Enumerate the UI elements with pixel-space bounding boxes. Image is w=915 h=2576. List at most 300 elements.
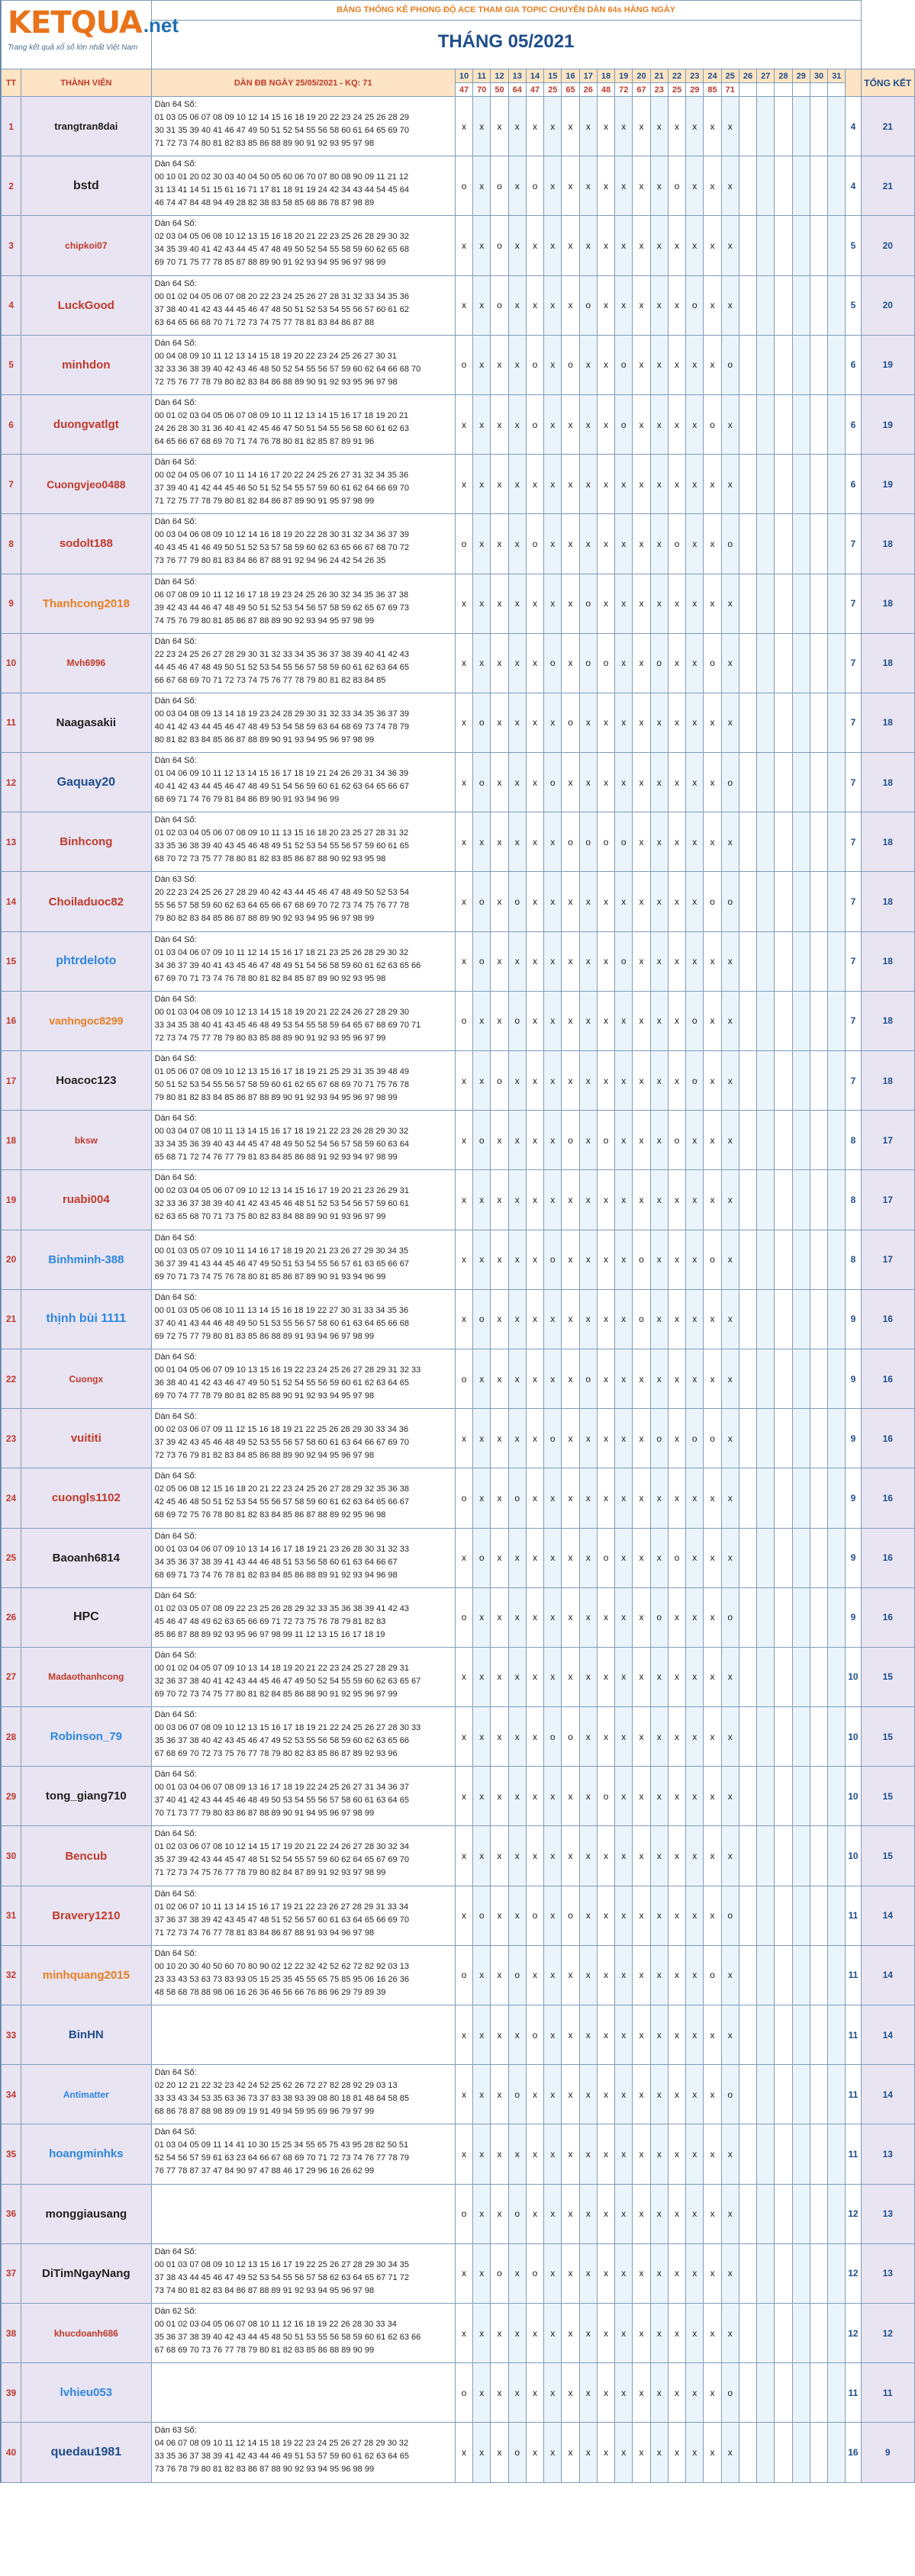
day-mark bbox=[792, 2423, 810, 2482]
day-mark bbox=[757, 97, 775, 156]
day-mark: x bbox=[491, 812, 508, 872]
day-mark bbox=[828, 514, 846, 574]
day-mark: x bbox=[668, 2005, 685, 2065]
day-mark: x bbox=[473, 1230, 491, 1289]
member-name[interactable]: cuongls1102 bbox=[21, 1468, 152, 1528]
day-mark: x bbox=[721, 2005, 739, 2065]
row-index: 3 bbox=[2, 216, 21, 275]
member-name[interactable]: bksw bbox=[21, 1111, 152, 1170]
day-mark: x bbox=[562, 574, 579, 633]
day-header: 25 bbox=[721, 69, 739, 83]
day-mark bbox=[739, 2124, 756, 2184]
day-mark bbox=[739, 2423, 756, 2482]
day-mark: x bbox=[597, 1945, 614, 2005]
number-set-line: 00 01 03 04 06 07 08 09 13 16 17 18 19 22 24 25 26 27 31 34 36 37 bbox=[154, 1783, 409, 1793]
day-mark: o bbox=[633, 1289, 650, 1349]
day-mark bbox=[775, 1767, 792, 1826]
number-set bbox=[151, 1349, 455, 1408]
number-set bbox=[151, 1647, 455, 1706]
day-mark bbox=[792, 693, 810, 752]
row-index: 14 bbox=[2, 872, 21, 931]
number-set bbox=[151, 2005, 455, 2065]
hit-total: 12 bbox=[861, 2303, 914, 2362]
number-set-line: 30 31 35 39 40 41 46 47 49 50 51 52 54 55 56 58 60 61 64 65 69 70 bbox=[154, 126, 409, 135]
day-mark: o bbox=[562, 693, 579, 752]
member-name[interactable]: LuckGood bbox=[21, 275, 152, 335]
day-mark: x bbox=[650, 753, 668, 812]
member-name[interactable]: monggiausang bbox=[21, 2184, 152, 2243]
day-mark bbox=[828, 335, 846, 394]
row-index: 5 bbox=[2, 335, 21, 394]
day-mark: x bbox=[721, 1289, 739, 1349]
logo[interactable] bbox=[2, 1, 179, 69]
member-name[interactable]: Robinson_79 bbox=[21, 1707, 152, 1767]
member-name[interactable]: Hoacoc123 bbox=[21, 1051, 152, 1111]
day-mark: x bbox=[615, 991, 633, 1050]
day-header: 21 bbox=[650, 69, 668, 83]
miss-count: 4 bbox=[846, 156, 861, 216]
day-mark: x bbox=[597, 2303, 614, 2362]
day-mark bbox=[739, 753, 756, 812]
number-set-line: 67 68 69 70 73 76 77 78 79 80 81 82 83 85 86 88 89 90 99 bbox=[154, 2345, 375, 2355]
row-index: 15 bbox=[2, 931, 21, 991]
day-mark: x bbox=[473, 2243, 491, 2303]
miss-count: 12 bbox=[846, 2303, 861, 2362]
day-mark: x bbox=[544, 2184, 562, 2243]
number-set-label: Dàn 64 Số: bbox=[154, 2068, 197, 2078]
number-set-label: Dàn 64 Số: bbox=[154, 815, 197, 825]
day-mark: x bbox=[526, 1528, 543, 1587]
day-mark: x bbox=[704, 2124, 721, 2184]
day-mark: o bbox=[544, 1230, 562, 1289]
day-mark: x bbox=[668, 633, 685, 693]
row-index: 7 bbox=[2, 455, 21, 514]
number-set-line: 70 71 73 77 79 80 83 86 87 88 89 90 91 94 95 96 97 98 99 bbox=[154, 1809, 375, 1819]
day-mark bbox=[757, 1767, 775, 1826]
number-set-line: 06 07 08 09 10 11 12 16 17 18 19 23 24 25 26 30 32 34 35 36 37 38 bbox=[154, 590, 409, 600]
row-index: 27 bbox=[2, 1647, 21, 1706]
day-mark: x bbox=[721, 1111, 739, 1170]
day-mark bbox=[775, 1826, 792, 1886]
table-row bbox=[2, 872, 915, 931]
day-mark: o bbox=[544, 633, 562, 693]
result-header: 85 bbox=[704, 83, 721, 97]
day-mark: x bbox=[686, 2124, 704, 2184]
member-name[interactable]: BinHN bbox=[21, 2005, 152, 2065]
day-mark: o bbox=[668, 1111, 685, 1170]
day-mark: o bbox=[721, 1587, 739, 1647]
day-mark bbox=[757, 1349, 775, 1408]
day-mark: x bbox=[473, 1767, 491, 1826]
day-mark bbox=[828, 1528, 846, 1587]
day-mark: o bbox=[721, 514, 739, 574]
day-mark: x bbox=[704, 693, 721, 752]
number-set-line: 01 03 04 06 07 09 10 11 12 14 15 16 17 18 21 23 25 26 28 29 30 32 bbox=[154, 947, 409, 957]
day-mark: x bbox=[650, 1647, 668, 1706]
day-mark: x bbox=[526, 1707, 543, 1767]
number-set-line: 33 35 36 38 39 40 43 45 46 48 49 51 52 53 54 55 56 57 59 60 61 65 bbox=[154, 841, 409, 851]
day-mark: o bbox=[562, 1707, 579, 1767]
day-mark: x bbox=[455, 2303, 472, 2362]
day-mark: x bbox=[455, 1528, 472, 1587]
day-mark: x bbox=[473, 1587, 491, 1647]
day-mark: x bbox=[633, 97, 650, 156]
row-index: 23 bbox=[2, 1409, 21, 1468]
member-name[interactable]: bstd bbox=[21, 156, 152, 216]
day-mark: x bbox=[704, 1587, 721, 1647]
number-set-line: 68 70 72 73 75 77 78 80 81 82 83 85 86 87 88 90 92 93 95 98 bbox=[154, 854, 386, 864]
member-name[interactable]: Mvh6996 bbox=[21, 633, 152, 693]
member-name[interactable]: Binhcong bbox=[21, 812, 152, 872]
member-name[interactable]: Bravery1210 bbox=[21, 1886, 152, 1945]
day-mark: x bbox=[491, 633, 508, 693]
day-mark bbox=[810, 1289, 827, 1349]
day-mark: x bbox=[704, 97, 721, 156]
day-mark bbox=[739, 275, 756, 335]
member-name[interactable]: Antimatter bbox=[21, 2065, 152, 2124]
day-mark: x bbox=[615, 1349, 633, 1408]
day-mark: x bbox=[650, 2363, 668, 2423]
member-name[interactable]: vanhngoc8299 bbox=[21, 991, 152, 1050]
table-row bbox=[2, 1826, 915, 1886]
day-mark: x bbox=[544, 2065, 562, 2124]
member-name[interactable]: lvhieu053 bbox=[21, 2363, 152, 2423]
day-mark: x bbox=[562, 2303, 579, 2362]
day-mark bbox=[739, 1349, 756, 1408]
day-mark: x bbox=[721, 2243, 739, 2303]
day-mark: x bbox=[562, 2124, 579, 2184]
day-mark: x bbox=[491, 1826, 508, 1886]
day-mark: x bbox=[579, 455, 597, 514]
number-set-label: Dàn 64 Số: bbox=[154, 1710, 197, 1720]
day-mark: x bbox=[491, 1945, 508, 2005]
day-mark: x bbox=[544, 872, 562, 931]
row-index: 16 bbox=[2, 991, 21, 1050]
day-mark: x bbox=[686, 2065, 704, 2124]
day-mark: x bbox=[526, 872, 543, 931]
number-set-line: 76 77 78 87 37 47 84 90 97 47 88 46 17 29 96 16 26 62 99 bbox=[154, 2166, 375, 2176]
day-mark bbox=[792, 991, 810, 1050]
number-set-line: 00 01 03 04 06 07 09 10 13 14 16 17 18 19 21 23 26 28 30 31 32 33 bbox=[154, 1544, 409, 1554]
day-mark: o bbox=[473, 1528, 491, 1587]
hit-total: 18 bbox=[861, 812, 914, 872]
day-mark: x bbox=[650, 1707, 668, 1767]
day-mark bbox=[810, 1528, 827, 1587]
member-name[interactable]: Cuongvjeo0488 bbox=[21, 455, 152, 514]
result-header bbox=[792, 83, 810, 97]
day-mark: x bbox=[579, 1587, 597, 1647]
day-mark bbox=[775, 1468, 792, 1528]
day-mark: x bbox=[650, 1051, 668, 1111]
day-mark: x bbox=[615, 1826, 633, 1886]
day-mark: x bbox=[508, 2005, 526, 2065]
day-mark: x bbox=[704, 1886, 721, 1945]
hit-total: 17 bbox=[861, 1170, 914, 1230]
number-set-line: 71 72 73 74 75 76 77 78 79 80 82 84 87 89 91 92 93 97 98 99 bbox=[154, 1868, 386, 1878]
day-mark: x bbox=[579, 872, 597, 931]
day-mark bbox=[775, 693, 792, 752]
table-row bbox=[2, 931, 915, 991]
day-mark: x bbox=[615, 1051, 633, 1111]
member-name[interactable]: trangtran8dai bbox=[21, 97, 152, 156]
day-mark bbox=[775, 1528, 792, 1587]
number-set bbox=[151, 1767, 455, 1826]
day-mark: x bbox=[455, 633, 472, 693]
day-mark: x bbox=[615, 1587, 633, 1647]
day-mark bbox=[810, 2184, 827, 2243]
number-set-line: 01 05 06 07 08 09 10 12 13 15 16 17 18 19 21 25 29 31 35 39 48 49 bbox=[154, 1067, 409, 1076]
day-mark: x bbox=[704, 991, 721, 1050]
day-mark bbox=[775, 1111, 792, 1170]
day-mark: x bbox=[615, 1886, 633, 1945]
day-mark bbox=[757, 275, 775, 335]
day-mark: x bbox=[597, 1349, 614, 1408]
member-name[interactable]: Thanhcong2018 bbox=[21, 574, 152, 633]
day-mark: x bbox=[579, 1528, 597, 1587]
number-set-line: 80 81 82 83 84 85 86 87 88 89 90 91 93 94 95 96 97 98 99 bbox=[154, 735, 375, 744]
day-mark: x bbox=[508, 2243, 526, 2303]
day-mark bbox=[775, 1647, 792, 1706]
number-set-line: 02 20 12 21 22 32 23 42 24 52 25 62 26 72 27 82 28 92 29 03 13 bbox=[154, 2081, 398, 2091]
day-mark bbox=[775, 931, 792, 991]
day-mark: x bbox=[491, 1289, 508, 1349]
number-set-line: 32 33 36 38 39 40 42 43 46 48 50 52 54 55 56 57 59 60 62 64 66 68 70 bbox=[154, 364, 421, 374]
number-set-label: Dàn 64 Số: bbox=[154, 994, 197, 1004]
number-set-line: 00 01 02 04 05 06 07 08 20 22 23 24 25 26 27 28 31 32 33 34 35 36 bbox=[154, 291, 409, 301]
day-mark bbox=[757, 394, 775, 454]
day-mark bbox=[757, 1289, 775, 1349]
day-mark: o bbox=[455, 335, 472, 394]
day-mark bbox=[757, 1945, 775, 2005]
day-mark: o bbox=[721, 2363, 739, 2423]
hit-total: 15 bbox=[861, 1647, 914, 1706]
member-name[interactable]: sodolt188 bbox=[21, 514, 152, 574]
day-mark: x bbox=[544, 991, 562, 1050]
miss-count: 9 bbox=[846, 1409, 861, 1468]
number-set-line: 01 03 04 05 09 11 14 41 10 30 15 25 34 55 65 75 43 95 28 82 50 51 bbox=[154, 2140, 409, 2150]
day-mark: x bbox=[455, 753, 472, 812]
table-row bbox=[2, 2423, 915, 2482]
day-mark: x bbox=[615, 156, 633, 216]
day-mark: x bbox=[473, 1409, 491, 1468]
day-mark: x bbox=[508, 1886, 526, 1945]
day-mark bbox=[792, 872, 810, 931]
number-set-label: Dàn 64 Số: bbox=[154, 458, 197, 468]
miss-count: 9 bbox=[846, 1349, 861, 1408]
member-name[interactable]: Gaquay20 bbox=[21, 753, 152, 812]
day-mark: x bbox=[508, 931, 526, 991]
day-mark: x bbox=[562, 2423, 579, 2482]
day-mark bbox=[739, 1886, 756, 1945]
day-mark: x bbox=[562, 1528, 579, 1587]
day-mark: o bbox=[721, 335, 739, 394]
result-header: 47 bbox=[526, 83, 543, 97]
day-mark bbox=[739, 2065, 756, 2124]
day-mark: x bbox=[579, 1886, 597, 1945]
day-mark: x bbox=[633, 2423, 650, 2482]
day-mark bbox=[757, 872, 775, 931]
day-mark: x bbox=[526, 1230, 543, 1289]
day-mark: x bbox=[455, 1289, 472, 1349]
day-mark: x bbox=[491, 1647, 508, 1706]
day-mark: x bbox=[704, 1289, 721, 1349]
member-name[interactable]: hoangminhks bbox=[21, 2124, 152, 2184]
member-name[interactable]: Madaothanhcong bbox=[21, 1647, 152, 1706]
number-set bbox=[151, 991, 455, 1050]
day-mark: x bbox=[544, 2005, 562, 2065]
day-mark: x bbox=[668, 335, 685, 394]
member-name[interactable]: vuititi bbox=[21, 1409, 152, 1468]
day-mark: x bbox=[562, 1409, 579, 1468]
number-set-line: 37 38 40 41 42 43 44 45 46 47 48 50 51 52 53 54 55 56 57 60 61 62 bbox=[154, 304, 409, 314]
day-mark bbox=[828, 455, 846, 514]
day-mark bbox=[810, 335, 827, 394]
number-set-line: 64 65 66 67 68 69 70 71 74 76 78 80 81 82 85 87 89 91 96 bbox=[154, 436, 375, 446]
member-name[interactable]: Baoanh6814 bbox=[21, 1528, 152, 1587]
number-set bbox=[151, 1468, 455, 1528]
day-mark bbox=[810, 2124, 827, 2184]
result-header: 23 bbox=[650, 83, 668, 97]
day-mark: x bbox=[526, 2184, 543, 2243]
day-mark: x bbox=[668, 1767, 685, 1826]
day-mark bbox=[775, 2184, 792, 2243]
day-mark: x bbox=[473, 1945, 491, 2005]
member-name[interactable]: chipkoi07 bbox=[21, 216, 152, 275]
row-index: 12 bbox=[2, 753, 21, 812]
hit-total: 18 bbox=[861, 693, 914, 752]
day-mark: x bbox=[508, 1349, 526, 1408]
result-header: 72 bbox=[615, 83, 633, 97]
member-name[interactable]: khucdoanh686 bbox=[21, 2303, 152, 2362]
member-name[interactable]: thịnh bùi 1111 bbox=[21, 1289, 152, 1349]
day-mark bbox=[792, 156, 810, 216]
member-name[interactable]: DiTimNgayNang bbox=[21, 2243, 152, 2303]
day-mark bbox=[757, 1647, 775, 1706]
day-mark: o bbox=[508, 2065, 526, 2124]
day-mark bbox=[775, 1170, 792, 1230]
member-name[interactable]: duongvatlgt bbox=[21, 394, 152, 454]
day-mark: x bbox=[650, 335, 668, 394]
day-mark: x bbox=[704, 156, 721, 216]
day-mark: x bbox=[579, 514, 597, 574]
member-name[interactable]: minhdon bbox=[21, 335, 152, 394]
table-row bbox=[2, 753, 915, 812]
number-set-line: 01 02 06 07 10 11 13 14 15 16 17 19 21 22 23 26 27 28 29 31 33 34 bbox=[154, 1902, 409, 1912]
member-name[interactable]: quedau1981 bbox=[21, 2423, 152, 2482]
day-mark: x bbox=[704, 2184, 721, 2243]
member-name[interactable]: Bencub bbox=[21, 1826, 152, 1886]
day-mark bbox=[810, 1647, 827, 1706]
day-mark: o bbox=[473, 693, 491, 752]
member-name[interactable]: minhquang2015 bbox=[21, 1945, 152, 2005]
member-name[interactable]: HPC bbox=[21, 1587, 152, 1647]
day-mark bbox=[739, 1587, 756, 1647]
day-mark: x bbox=[544, 693, 562, 752]
day-mark bbox=[739, 574, 756, 633]
number-set-line: 35 36 37 38 40 42 43 45 46 47 49 52 53 55 56 58 59 60 62 63 65 66 bbox=[154, 1736, 409, 1746]
member-name[interactable]: Cuongx bbox=[21, 1349, 152, 1408]
day-mark: x bbox=[491, 1409, 508, 1468]
day-mark: x bbox=[473, 394, 491, 454]
row-index: 31 bbox=[2, 1886, 21, 1945]
day-mark: x bbox=[686, 394, 704, 454]
day-mark: x bbox=[579, 753, 597, 812]
day-mark: x bbox=[615, 1647, 633, 1706]
member-name[interactable]: tong_giang710 bbox=[21, 1767, 152, 1826]
day-mark bbox=[757, 1886, 775, 1945]
result-header: 71 bbox=[721, 83, 739, 97]
number-set bbox=[151, 574, 455, 633]
table-row bbox=[2, 2243, 915, 2303]
day-mark: o bbox=[455, 1587, 472, 1647]
day-mark: x bbox=[544, 275, 562, 335]
member-name[interactable]: phtrdeloto bbox=[21, 931, 152, 991]
row-index: 20 bbox=[2, 1230, 21, 1289]
row-index: 9 bbox=[2, 574, 21, 633]
day-mark bbox=[828, 2184, 846, 2243]
day-mark: x bbox=[455, 1170, 472, 1230]
day-mark: x bbox=[562, 1051, 579, 1111]
table-row bbox=[2, 1945, 915, 2005]
day-mark: o bbox=[650, 1409, 668, 1468]
hit-total: 17 bbox=[861, 1230, 914, 1289]
day-header: 12 bbox=[491, 69, 508, 83]
day-mark: o bbox=[597, 1767, 614, 1826]
table-row bbox=[2, 1767, 915, 1826]
member-name[interactable]: ruabi004 bbox=[21, 1170, 152, 1230]
day-mark bbox=[810, 275, 827, 335]
day-mark bbox=[775, 514, 792, 574]
number-set-label: Dàn 64 Số: bbox=[154, 397, 197, 407]
day-mark bbox=[757, 2065, 775, 2124]
day-mark bbox=[828, 812, 846, 872]
day-mark: x bbox=[455, 2423, 472, 2482]
day-mark bbox=[757, 335, 775, 394]
day-mark: o bbox=[597, 1111, 614, 1170]
day-mark: x bbox=[473, 455, 491, 514]
day-mark bbox=[828, 156, 846, 216]
day-mark bbox=[828, 216, 846, 275]
member-name[interactable]: Choiladuoc82 bbox=[21, 872, 152, 931]
day-mark: x bbox=[473, 97, 491, 156]
day-mark: x bbox=[597, 1468, 614, 1528]
day-mark: x bbox=[562, 455, 579, 514]
day-mark: x bbox=[597, 394, 614, 454]
day-mark bbox=[810, 1051, 827, 1111]
member-name[interactable]: Naagasakii bbox=[21, 693, 152, 752]
day-mark: x bbox=[544, 1826, 562, 1886]
number-set-line: 68 86 78 87 88 98 89 09 19 91 49 94 59 95 69 96 79 97 99 bbox=[154, 2107, 375, 2117]
day-mark bbox=[828, 1170, 846, 1230]
number-set-line: 35 37 39 42 43 44 45 47 48 51 52 54 55 57 59 60 62 64 65 67 69 70 bbox=[154, 1855, 409, 1865]
hit-total: 20 bbox=[861, 216, 914, 275]
day-mark: x bbox=[721, 991, 739, 1050]
number-set-line: 00 03 04 08 09 13 14 18 19 23 24 28 29 30 31 32 33 34 35 36 37 39 bbox=[154, 709, 409, 719]
day-mark: x bbox=[473, 1468, 491, 1528]
number-set bbox=[151, 1170, 455, 1230]
day-mark: o bbox=[508, 991, 526, 1050]
day-mark: x bbox=[633, 514, 650, 574]
day-mark: x bbox=[491, 514, 508, 574]
day-header: 15 bbox=[544, 69, 562, 83]
day-mark bbox=[828, 1051, 846, 1111]
day-mark: x bbox=[491, 1170, 508, 1230]
number-set-label: Dàn 64 Số: bbox=[154, 338, 197, 348]
day-mark bbox=[775, 2303, 792, 2362]
member-name[interactable]: Binhminh-388 bbox=[21, 1230, 152, 1289]
miss-count: 7 bbox=[846, 753, 861, 812]
day-mark: x bbox=[544, 812, 562, 872]
